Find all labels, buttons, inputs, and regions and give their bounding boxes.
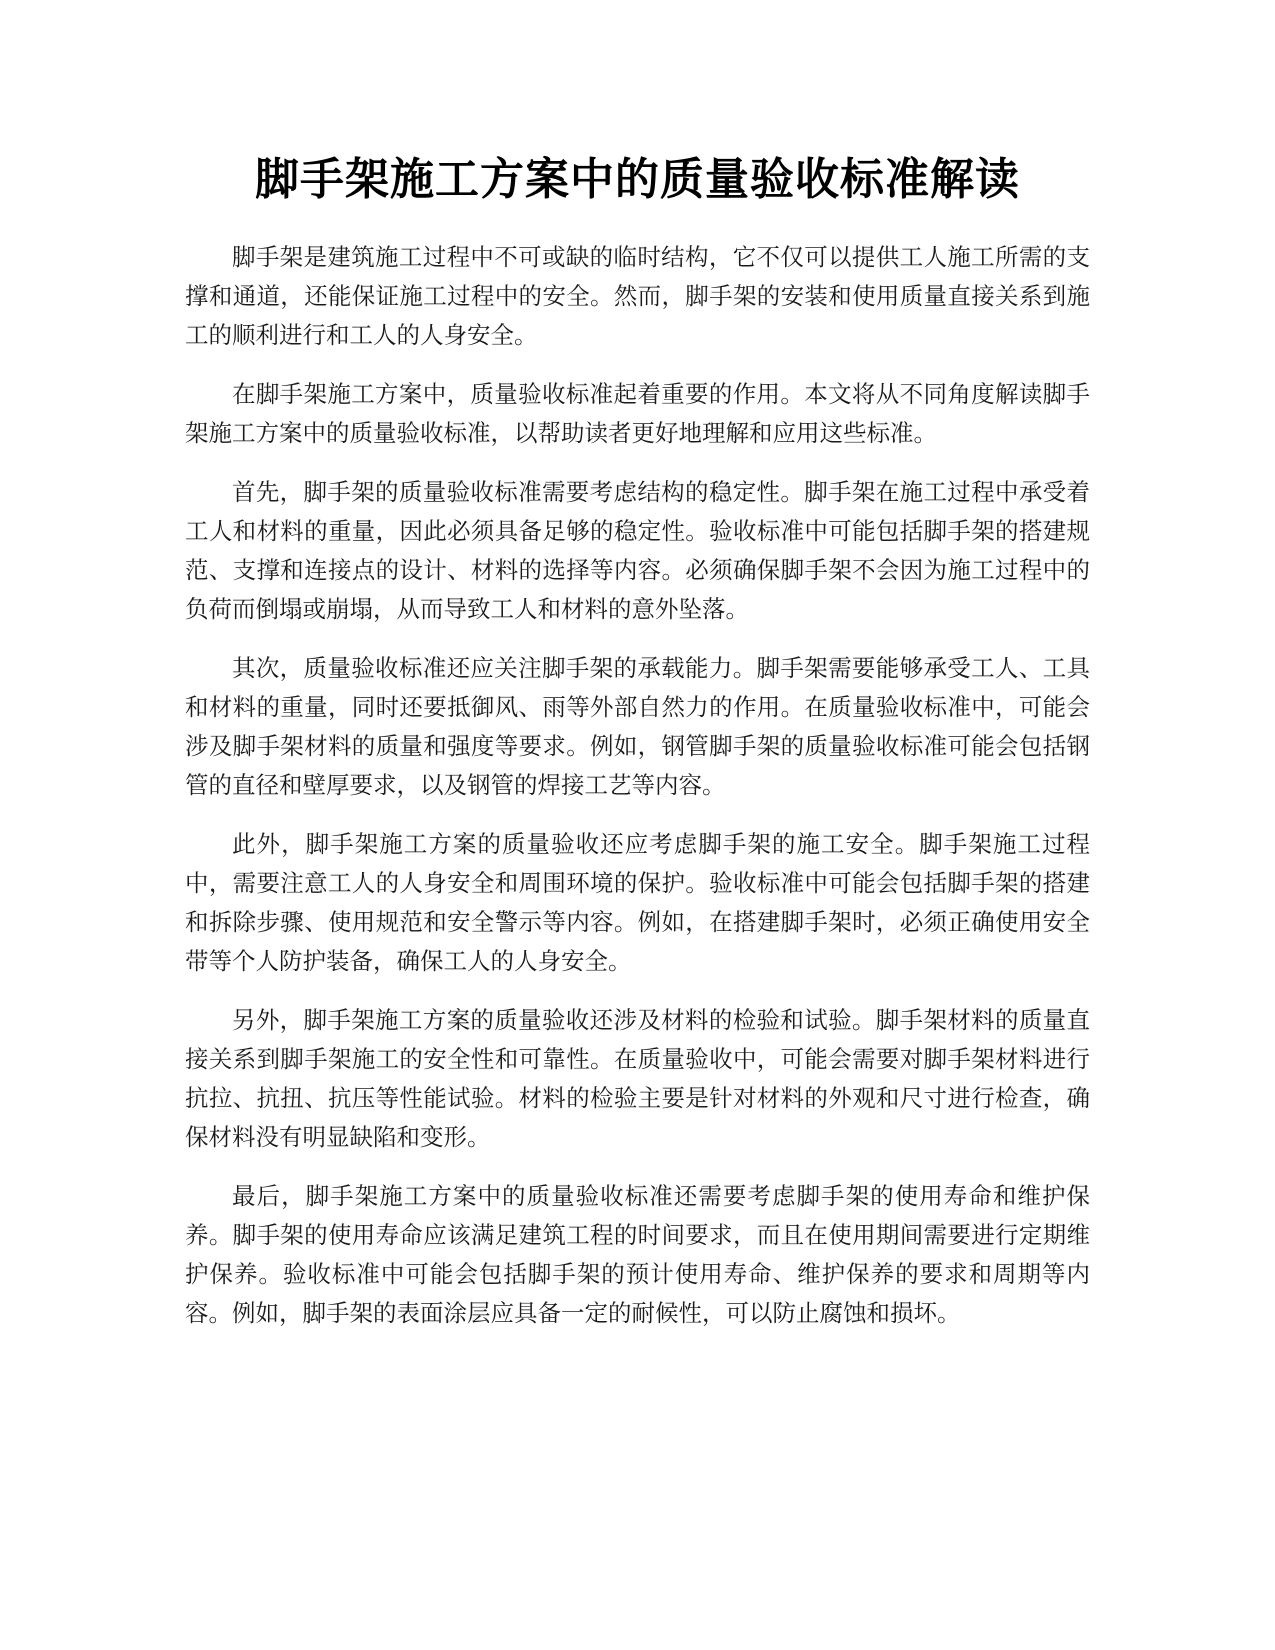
document-body — [185, 238, 1090, 1353]
paragraph-2: 在脚手架施工方案中，质量验收标准起着重要的作用。本文将从不同角度解读脚手架施工方案中的质量验收标准，以帮助读者更好地理解和应用这些标准。 — [185, 380, 1090, 447]
paragraph-4: 其次，质量验收标准还应关注脚手架的承载能力。脚手架需要能够承受工人、工具和材料的重量，同时还要抵御风、雨等外部自然力的作用。在质量验收标准中，可能会涉及脚手架材料的质量和强度等要求。例如，钢管脚手架的质量验收标准可能会包括钢管的直径和壁厚要求，以及钢管的焊接工艺等内容。 — [185, 654, 1090, 799]
paragraph-6: 另外，脚手架施工方案的质量验收还涉及材料的检验和试验。脚手架材料的质量直接关系到脚手架施工的安全性和可靠性。在质量验收中，可能会需要对脚手架材料进行抗拉、抗扭、抗压等性能试验。材料的检验主要是针对材料的外观和尺寸进行检查，确保材料没有明显缺陷和变形。 — [185, 1006, 1090, 1151]
paragraph-7: 最后，脚手架施工方案中的质量验收标准还需要考虑脚手架的使用寿命和维护保养。脚手架的使用寿命应该满足建筑工程的时间要求，而且在使用期间需要进行定期维护保养。验收标准中可能会包括脚手架的预计使用寿命、维护保养的要求和周期等内容。例如，脚手架的表面涂层应具备一定的耐候性，可以防止腐蚀和损坏。 — [185, 1182, 1090, 1327]
page-title: 脚手架施工方案中的质量验收标准解读 — [255, 154, 1020, 205]
paragraph-5: 此外，脚手架施工方案的质量验收还应考虑脚手架的施工安全。脚手架施工过程中，需要注意工人的人身安全和周围环境的保护。验收标准中可能会包括脚手架的搭建和拆除步骤、使用规范和安全警示等内容。例如，在搭建脚手架时，必须正确使用安全带等个人防护装备，确保工人的人身安全。 — [185, 830, 1090, 975]
paragraph-1: 脚手架是建筑施工过程中不可或缺的临时结构，它不仅可以提供工人施工所需的支撑和通道，还能保证施工过程中的安全。然而，脚手架的安装和使用质量直接关系到施工的顺利进行和工人的人身安全。 — [185, 243, 1090, 349]
paragraph-3: 首先，脚手架的质量验收标准需要考虑结构的稳定性。脚手架在施工过程中承受着工人和材料的重量，因此必须具备足够的稳定性。验收标准中可能包括脚手架的搭建规范、支撑和连接点的设计、材料的选择等内容。必须确保脚手架不会因为施工过程中的负荷而倒塌或崩塌，从而导致工人和材料的意外坠落。 — [185, 478, 1090, 623]
